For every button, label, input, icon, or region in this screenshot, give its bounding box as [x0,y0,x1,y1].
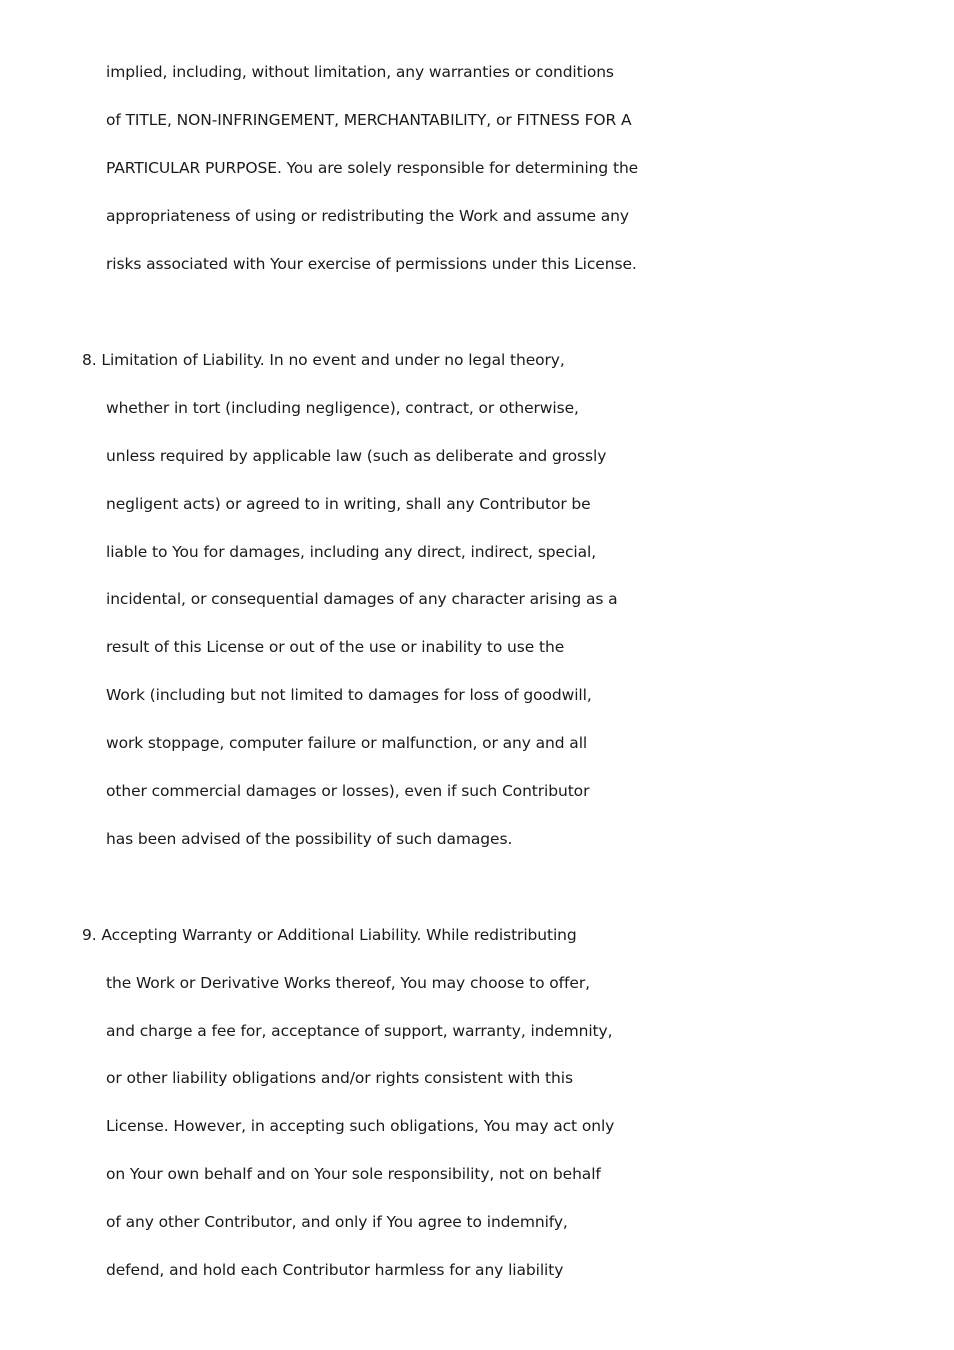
paragraph-line: on Your own behalf and on Your sole responsibility, not on behalf [106,1165,601,1183]
paragraph-line: defend, and hold each Contributor harmless for any liability [106,1261,564,1279]
paragraph-line: work stoppage, computer failure or malfunction, or any and all [106,734,588,752]
paragraph-line: or other liability obligations and/or rights consistent with this [106,1069,573,1087]
paragraph-line: unless required by applicable law (such as deliberate and grossly [106,447,607,465]
paragraph-line: has been advised of the possibility of such damages. [106,830,513,848]
paragraph-line: other commercial damages or losses), even if such Contributor [106,782,590,800]
paragraph-line: License. However, in accepting such obligations, You may act only [106,1117,615,1135]
section-heading-line: 8. Limitation of Liability. In no event and under no legal theory, [82,351,565,369]
paragraph-line: of any other Contributor, and only if You agree to indemnify, [106,1213,568,1231]
paragraph-line: whether in tort (including negligence), contract, or otherwise, [106,399,579,417]
paragraph-line: implied, including, without limitation, any warranties or conditions [106,63,614,81]
paragraph-line: risks associated with Your exercise of permissions under this License. [106,255,637,273]
paragraph-line: result of this License or out of the use or inability to use the [106,638,565,656]
paragraph-line: the Work or Derivative Works thereof, You may choose to offer, [106,974,590,992]
paragraph-line: PARTICULAR PURPOSE. You are solely responsible for determining the [106,159,639,177]
paragraph-line: of TITLE, NON-INFRINGEMENT, MERCHANTABILITY, or FITNESS FOR A [106,111,632,129]
paragraph-line: Work (including but not limited to damages for loss of goodwill, [106,686,592,704]
paragraph-line: incidental, or consequential damages of any character arising as a [106,590,618,608]
paragraph-line: and charge a fee for, acceptance of support, warranty, indemnity, [106,1022,613,1040]
paragraph-line: liable to You for damages, including any direct, indirect, special, [106,543,597,561]
section-heading-line: 9. Accepting Warranty or Additional Liability. While redistributing [82,926,577,944]
paragraph-line: appropriateness of using or redistributing the Work and assume any [106,207,629,225]
paragraph-line: negligent acts) or agreed to in writing, shall any Contributor be [106,495,591,513]
